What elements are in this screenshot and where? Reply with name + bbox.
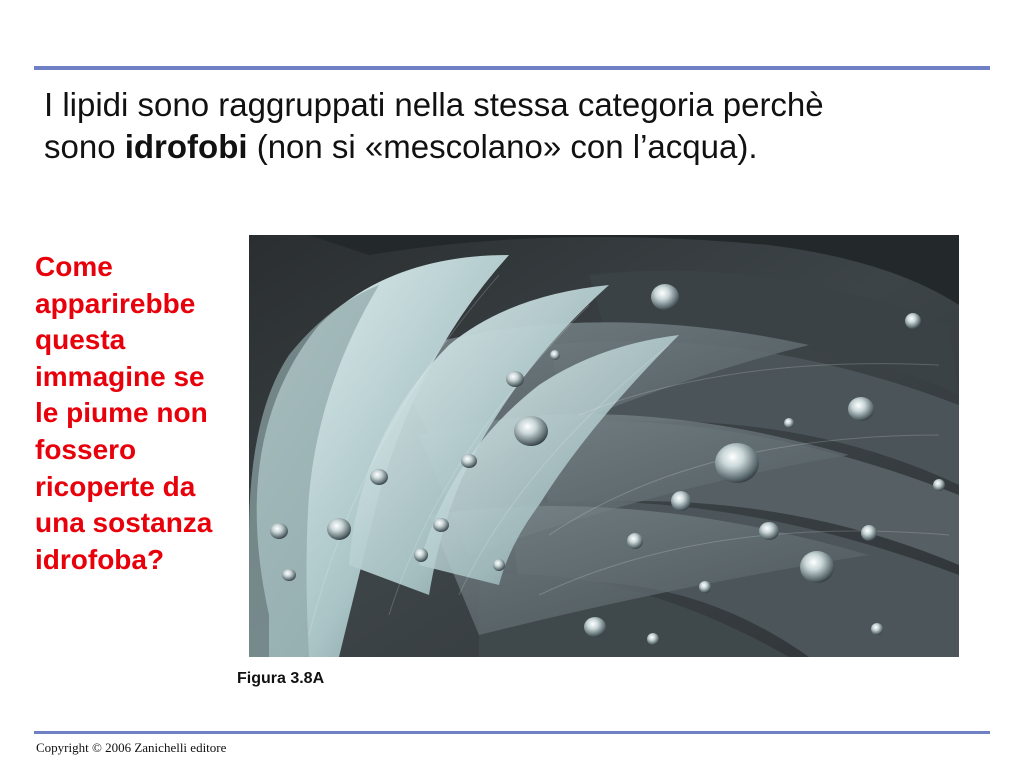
question-line: ricoperte da [35, 470, 196, 502]
slide-heading [44, 84, 984, 168]
heading-line-1: I lipidi sono raggruppati nella stessa categoria perchè [44, 86, 824, 123]
question-line: idrofoba? [35, 543, 165, 575]
bottom-divider [34, 731, 990, 734]
question-line: le piume non [35, 397, 208, 429]
question-line: questa [35, 324, 126, 356]
question-line: immagine se [35, 360, 205, 392]
figure-caption: Figura 3.8A [237, 670, 325, 687]
feather-water-droplets-photo [249, 235, 959, 657]
heading-prefix: sono [44, 128, 125, 165]
heading-line-2 [44, 126, 984, 168]
question-line: apparirebbe [35, 287, 196, 319]
question-text [35, 249, 255, 578]
top-divider [34, 66, 990, 70]
copyright-notice: Copyright © 2006 Zanichelli editore [36, 740, 227, 755]
question-line: fossero [35, 433, 137, 465]
question-line: una sostanza [35, 507, 213, 539]
question-line: Come [35, 251, 113, 282]
heading-bold-term: idrofobi [124, 128, 248, 165]
heading-suffix: (non si «mescolano» con l’acqua). [247, 128, 758, 165]
